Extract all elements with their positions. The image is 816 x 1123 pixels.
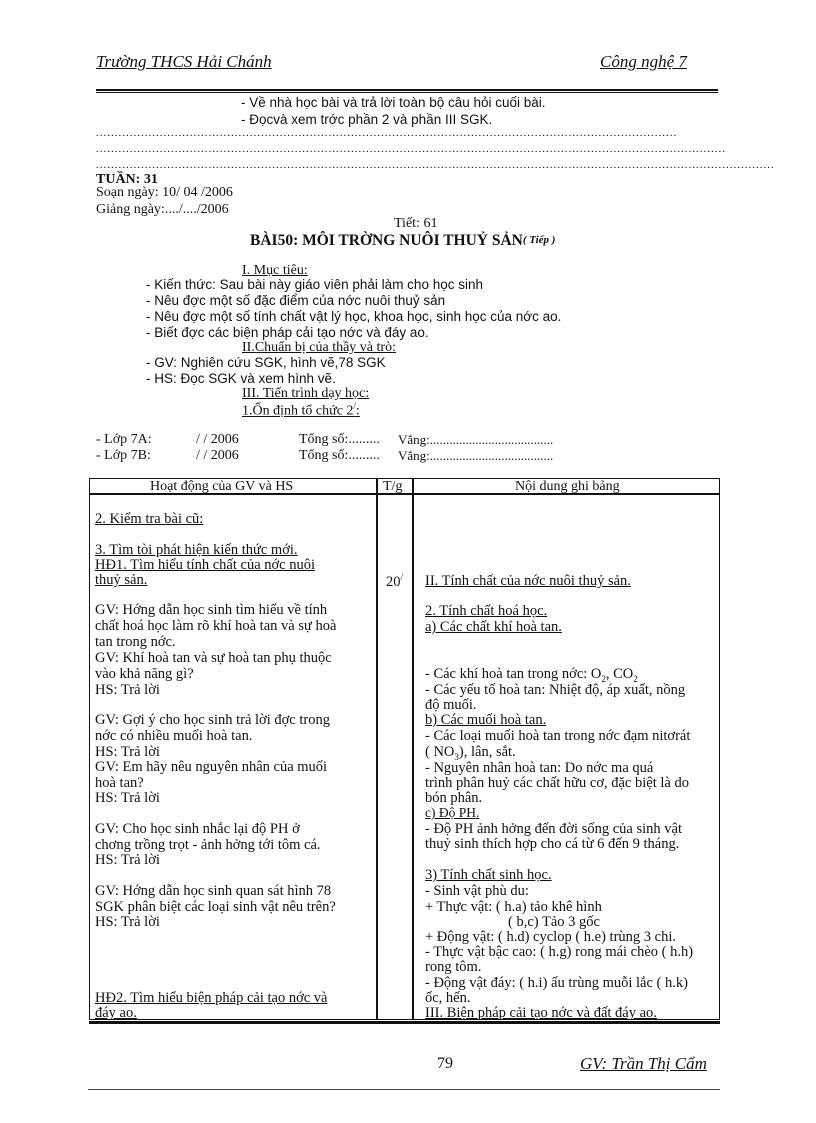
cause-line: bón phân. [425,790,483,806]
hs-line: HS: Trả lời [95,790,160,806]
lesson-table [89,478,720,1020]
homework-line-1: - Về nhà học bài và trả lời toàn bộ câu hỏi cuối bài. [241,95,546,110]
process-heading: III. Tiến trình dạy học: [242,386,370,401]
bio-heading: 3) Tính chất sinh học. [425,867,552,883]
dotted-line-1: ........................................................................................................................................................... [96,127,678,139]
objectives-heading: I. Mục tiêu: [242,263,308,278]
homework-line-2: - Đọcvà xem trớc phần 2 và phần III SGK. [241,112,493,127]
section-iii-heading: III. Biện pháp cải tạo nớc và đất đáy ao. [425,1005,657,1021]
hs-line: HS: Trả lời [95,852,160,868]
hd1-heading-cont: thuỷ sản. [95,572,148,588]
objective-item: - Nêu đợc một số tính chất vật lý học, khoa học, sinh học của nớc ao. [146,309,562,324]
prepared-date: Soạn ngày: 10/ 04 /2006 [96,185,233,200]
footer-rule [88,1089,720,1090]
header-rule [96,89,718,91]
hd1-heading: HĐ1. Tìm hiểu tính chất của nớc nuôi [95,557,316,573]
explore-heading: 3. Tìm tòi phát hiện kiến thức mới. [95,542,298,558]
taught-date: Giảng ngày:..../..../2006 [96,202,229,217]
salts-heading: b) Các muối hoà tan. [425,712,547,728]
salts-line: - Các loại muối hoà tan trong nớc đạm nitơrát [425,728,691,744]
lesson-title-suffix: ( Tiếp ) [522,234,556,246]
class-absent: Vắng:...................................... [398,448,554,463]
class-label: - Lớp 7B: [96,448,151,463]
dotted-line-3: ..................................................................................................................................................................................... [96,159,775,171]
cause-line: - Nguyên nhân hoà tan: Do nớc ma quá [425,760,654,776]
gv-line: chơng trồng trọt - ảnh hởng tới tôm cá. [95,837,321,853]
gv-line: GV: Cho học sinh nhắc lại độ PH ở [95,821,300,837]
gv-line: vào khả năng gì? [95,666,194,682]
check-heading: 2. Kiểm tra bài cũ: [95,511,204,527]
table-header-time: T/g [383,479,403,494]
gv-line: SGK phân biệt các loại sinh vật nêu trên? [95,899,336,915]
objective-item: - Kiến thức: Sau bài này giáo viên phải làm cho học sinh [146,277,483,292]
gv-line: nớc có nhiều muối hoà tan. [95,728,253,744]
bio-line: - Thực vật bậc cao: ( h.g) rong mái chèo ( h.h) [425,944,694,960]
section-ii-heading: II. Tính chất của nớc nuôi thuỷ sản. [425,573,631,589]
week-label: TUẦN: 31 [96,172,158,187]
gases-heading: a) Các chất khí hoà tan. [425,619,562,635]
table-header-activity: Hoạt động của GV và HS [150,479,294,494]
gas-list: - Các khí hoà tan trong nớc: $O_2$, $CO_2$ [425,666,638,684]
table-divider [412,479,414,1019]
class-label: - Lớp 7A: [96,432,152,447]
bio-line: ốc, hến. [425,990,471,1006]
preparation-item: - HS: Đọc SGK và xem hình vẽ. [146,371,336,386]
hd2-heading: HĐ2. Tìm hiểu biện pháp cải tạo nớc và [95,990,328,1006]
dotted-line-2: ........................................................................................................................................................................ [96,143,726,155]
hd2-heading-cont: đáy ao. [95,1005,137,1021]
teacher-name: GV: Trần Thị Cẩm [580,1054,707,1073]
gv-line: GV: Hớng dẫn học sinh quan sát hình 78 [95,883,332,899]
bio-line: - Động vật đáy: ( h.i) ấu trùng muỗi lắc ( h.k) [425,975,688,991]
factors-line: độ muối. [425,697,477,713]
class-total: Tổng số:......... [299,432,380,447]
bio-line: rong tôm. [425,959,482,975]
objective-item: - Nêu đợc một số đặc điểm của nớc nuôi thuỷ sản [146,293,446,308]
chem-heading: 2. Tính chất hoá học. [425,603,548,619]
gv-line: GV: Hớng dẫn học sinh tìm hiểu về tính [95,602,328,618]
lesson-title-block [250,233,555,249]
stabilize-heading: 1.Ổn định tổ chức 2/: [242,401,360,419]
gv-line: tan trong nớc. [95,634,176,650]
salts-line: ( $NO_3$), lân, sắt. [425,744,516,762]
gv-line: GV: Khí hoà tan và sự hoà tan phụ thuộc [95,650,332,666]
table-header-content: Nội dung ghi bảng [515,479,620,494]
class-date: / / 2006 [196,432,239,447]
lesson-title: BÀI50: MÔI TRỜNG NUÔI THUỶ SẢN [250,232,523,249]
ph-heading: c) Độ PH. [425,805,480,820]
class-absent: Vắng:...................................... [398,432,554,447]
ph-line: thuỷ sinh thích hợp cho cá từ 6 đến 9 tháng. [425,836,680,852]
preparation-heading: II.Chuẩn bị của thầy và trò: [242,340,396,355]
table-bottom-rule [89,1021,720,1024]
bio-line: + Động vật: ( h.d) cyclop ( h.e) trùng 3 chi. [425,929,676,945]
school-name: Trường THCS Hải Chánh [96,52,272,71]
gv-line: hoà tan? [95,775,144,791]
bio-line: ( b,c) Tảo 3 gốc [508,914,600,930]
preparation-item: - GV: Nghiên cứu SGK, hình vẽ,78 SGK [146,355,386,370]
gv-line: GV: Em hãy nêu nguyên nhân của muối [95,759,328,775]
bio-line: - Sinh vật phù du: [425,883,529,899]
time-value: 20/ [386,572,404,590]
period-label: Tiết: 61 [394,216,438,231]
class-row-7a [96,432,554,448]
hs-line: HS: Trả lời [95,682,160,698]
subject-name: Công nghệ 7 [600,52,687,71]
header-rule-thin [96,92,718,93]
cause-line: trình phân huỷ các chất hữu cơ, đặc biệt là do [425,775,689,791]
class-date: / / 2006 [196,448,239,463]
objective-item: - Biết đợc các biện pháp cải tạo nớc và đáy ao. [146,325,429,340]
ph-line: - Độ PH ảnh hởng đến đời sống của sinh vật [425,821,682,837]
page-number: 79 [437,1055,453,1072]
class-total: Tổng số:......... [299,448,380,463]
hs-line: HS: Trả lời [95,744,160,760]
bio-line: + Thực vật: ( h.a) tảo khê hình [425,899,602,915]
class-row-7b [96,448,554,464]
gv-line: chất hoá học làm rõ khí hoà tan và sự hoà [95,618,337,634]
factors-line: - Các yếu tố hoà tan: Nhiệt độ, áp xuất, nồng [425,682,686,698]
table-divider [376,479,378,1019]
gv-line: GV: Gợi ý cho học sinh trả lời đợc trong [95,712,330,728]
hs-line: HS: Trả lời [95,914,160,930]
